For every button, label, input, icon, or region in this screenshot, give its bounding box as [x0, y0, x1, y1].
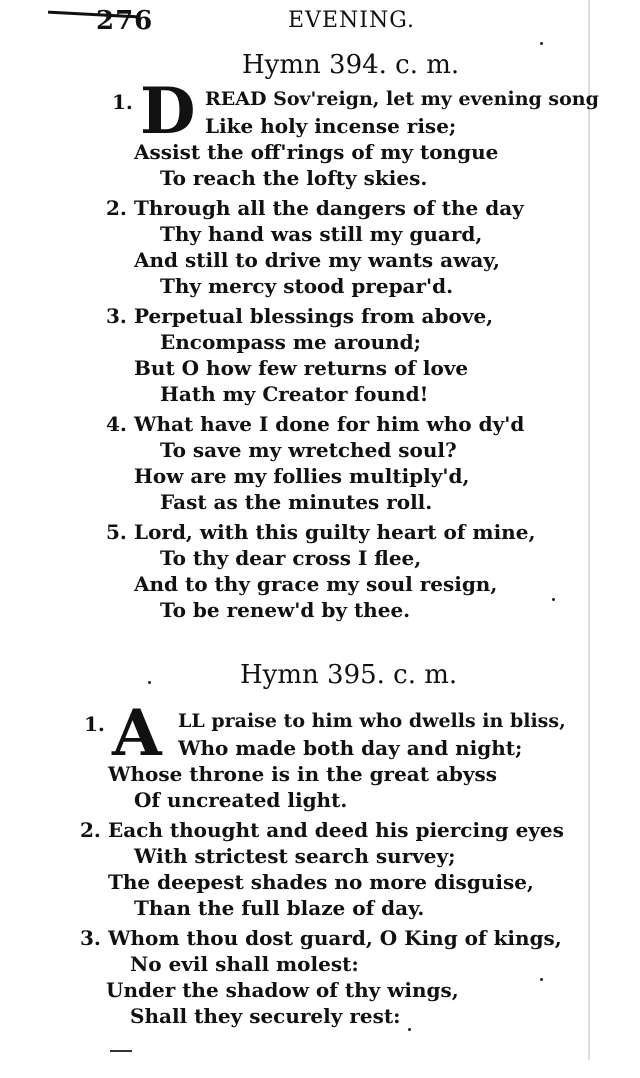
verse-line: Lord, with this guilty heart of mine,	[134, 520, 536, 544]
ink-speck	[540, 42, 543, 45]
verse-number: 4.	[106, 412, 127, 436]
verse-line: To save my wretched soul?	[160, 438, 457, 462]
page-number: 276	[96, 6, 154, 36]
page-edge-rule	[588, 0, 590, 1060]
verse-line: Thy hand was still my guard,	[160, 222, 483, 246]
verse-line: Through all the dangers of the day	[134, 196, 524, 220]
verse-line: Whom thou dost guard, O King of kings,	[108, 926, 562, 950]
drop-cap: A	[112, 696, 162, 771]
verse-number: 1.	[112, 90, 133, 114]
verse-line: And to thy grace my soul resign,	[134, 572, 498, 596]
verse-line: Each thought and deed his piercing eyes	[108, 818, 564, 842]
verse-number: 2.	[106, 196, 127, 220]
ink-speck	[540, 978, 543, 981]
verse-line: Whose throne is in the great abyss	[108, 762, 498, 786]
verse-line: Like holy incense rise;	[205, 114, 457, 138]
verse-line: LL praise to him who dwells in bliss,	[178, 710, 566, 732]
verse-number: 1.	[84, 712, 105, 736]
verse-line: The deepest shades no more disguise,	[108, 870, 534, 894]
running-head: EVENING.	[288, 8, 415, 33]
verse-line: To be renew'd by thee.	[160, 598, 411, 622]
hymn-394-title: Hymn 394. c. m.	[242, 50, 460, 80]
verse-line: What have I done for him who dy'd	[134, 412, 525, 436]
verse-line: To thy dear cross I flee,	[160, 546, 422, 570]
verse-number: 5.	[106, 520, 127, 544]
verse-line: Who made both day and night;	[178, 736, 523, 760]
verse-line: But O how few returns of love	[134, 356, 469, 380]
verse-line: Fast as the minutes roll.	[160, 490, 433, 514]
verse-line: Thy mercy stood prepar'd.	[160, 274, 454, 298]
drop-cap: D	[140, 74, 196, 149]
verse-line: Perpetual blessings from above,	[134, 304, 494, 328]
verse-line: Under the shadow of thy wings,	[106, 978, 459, 1002]
verse-line: READ Sov'reign, let my evening song	[205, 88, 599, 110]
verse-line: Encompass me around;	[160, 330, 422, 354]
verse-line: Than the full blaze of day.	[134, 896, 425, 920]
verse-line: To reach the lofty skies.	[160, 166, 428, 190]
verse-line: With strictest search survey;	[134, 844, 456, 868]
verse-line: No evil shall molest:	[130, 952, 359, 976]
verse-line: And still to drive my wants away,	[134, 248, 500, 272]
verse-number: 3.	[106, 304, 127, 328]
verse-line: Assist the off'rings of my tongue	[134, 140, 499, 164]
ink-speck	[552, 598, 555, 601]
verse-number: 3.	[80, 926, 101, 950]
verse-line: Hath my Creator found!	[160, 382, 429, 406]
ink-speck	[148, 681, 151, 684]
ink-speck	[408, 1028, 411, 1031]
verse-line: Of uncreated light.	[134, 788, 348, 812]
verse-number: 2.	[80, 818, 101, 842]
verse-line: Shall they securely rest:	[130, 1004, 401, 1028]
verse-line: How are my follies multiply'd,	[134, 464, 470, 488]
footer-mark	[110, 1050, 132, 1052]
hymn-395-title: Hymn 395. c. m.	[240, 660, 458, 690]
